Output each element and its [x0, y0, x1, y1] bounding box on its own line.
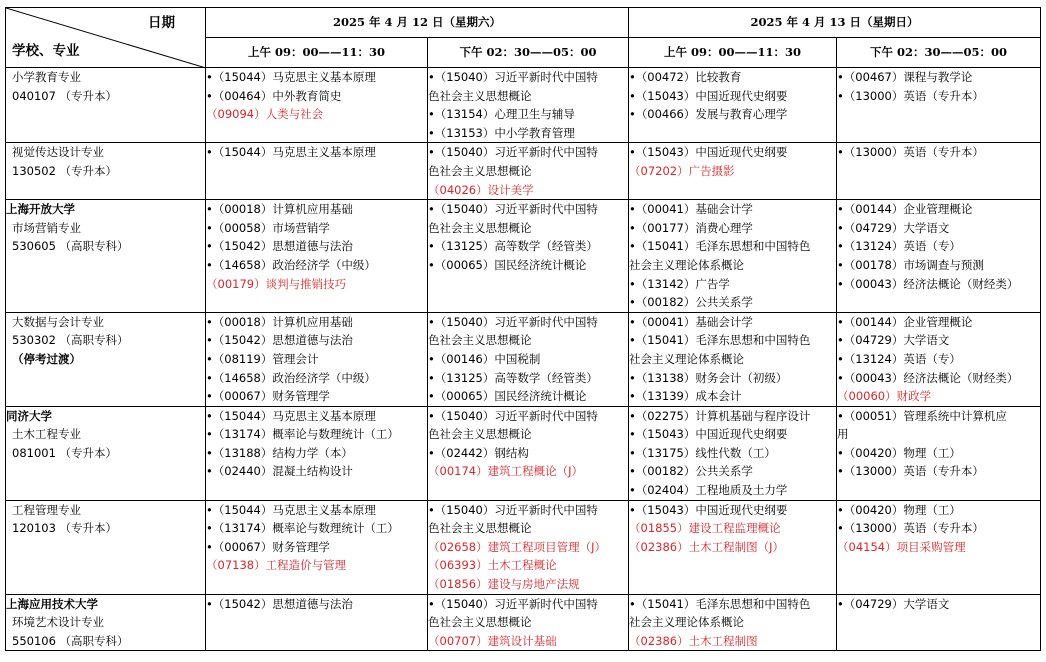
- school-major-cell: [6, 500, 206, 594]
- exam-session-cell: [837, 500, 1041, 594]
- course-entry: •（02275）计算机基础与程序设计: [629, 408, 811, 423]
- course-entry: •（02404）工程地质及土力学: [629, 483, 788, 498]
- exam-session-cell: [206, 594, 428, 651]
- course-entry: •（13125）高等数学（经管类）: [428, 370, 598, 385]
- table-row: [6, 500, 1041, 594]
- schedule-body: [6, 68, 1041, 651]
- date-header-day2: 2025 年 4 月 13 日（星期日）: [629, 8, 1041, 38]
- exam-session-cell: [206, 312, 428, 406]
- course-entry: 用: [837, 427, 849, 442]
- course-entry: •（15042）思想道德与法治: [206, 333, 353, 348]
- table-row: [6, 143, 1041, 200]
- course-entry: •（15040）习近平新时代中国特: [428, 596, 598, 611]
- course-entry: •（00041）基础会计学: [629, 202, 753, 217]
- course-entry: •（15040）习近平新时代中国特: [428, 70, 598, 84]
- course-entry: 社会主义理论体系概论: [629, 351, 744, 366]
- course-entry: •（00177）消费心理学: [629, 220, 753, 235]
- course-entry: •（14658）政治经济学（中级）: [206, 370, 376, 385]
- course-entry: •（00178）市场调查与预测: [837, 257, 984, 272]
- exam-session-cell: [428, 406, 629, 500]
- course-entry: 色社会主义思想概论: [428, 220, 532, 235]
- course-entry: •（00018）计算机应用基础: [206, 314, 353, 329]
- session-header: 下午 02：30——05：00: [428, 38, 629, 68]
- exam-session-cell: [206, 500, 428, 594]
- course-entry: •（00144）企业管理概论: [837, 202, 973, 217]
- course-entry: •（00466）发展与教育心理学: [629, 107, 788, 122]
- session-header: 上午 09：00——11：30: [206, 38, 428, 68]
- course-entry: •（00043）经济法概论（财经类）: [837, 276, 1019, 291]
- school-name: 上海应用技术大学: [6, 596, 98, 611]
- course-entry-highlighted: （09094）人类与社会: [206, 107, 324, 122]
- exam-session-cell: [837, 200, 1041, 313]
- exam-session-cell: [837, 143, 1041, 200]
- course-entry: •（13142）广告学: [629, 276, 730, 291]
- table-row: [6, 200, 1041, 313]
- exam-session-cell: [837, 594, 1041, 651]
- course-entry: •（13138）财务会计（初级）: [629, 370, 788, 385]
- course-entry: •（14658）政治经济学（中级）: [206, 257, 376, 272]
- date-column-label: 日期: [148, 15, 175, 31]
- course-entry-highlighted: （06393）土木工程概论: [428, 558, 557, 573]
- exam-session-cell: [629, 312, 837, 406]
- course-entry: •（15041）毛泽东思想和中国特色: [629, 596, 811, 611]
- course-entry: 色社会主义思想概论: [428, 163, 532, 178]
- major-name: 视觉传达设计专业: [12, 145, 104, 160]
- course-entry: •（00472）比较教育: [629, 70, 742, 84]
- course-entry-highlighted: （00179）谈判与推销技巧: [206, 276, 347, 291]
- course-entry: •（00065）国民经济统计概论: [428, 257, 587, 272]
- exam-session-cell: [629, 500, 837, 594]
- course-entry: •（00067）财务管理学: [206, 389, 330, 404]
- exam-session-cell: [428, 500, 629, 594]
- course-entry-highlighted: （01856）建设与房地产法规: [428, 577, 580, 592]
- exam-session-cell: [206, 143, 428, 200]
- table-row: [6, 406, 1041, 500]
- course-entry: •（15042）思想道德与法治: [206, 239, 353, 254]
- course-entry: •（15043）中国近现代史纲要: [629, 88, 788, 103]
- course-entry: •（00467）课程与教学论: [837, 70, 973, 84]
- school-major-cell: [6, 406, 206, 500]
- session-header: 下午 02：30——05：00: [837, 38, 1041, 68]
- course-entry: •（13124）英语（专）: [837, 351, 961, 366]
- course-entry: •（13154）心理卫生与辅导: [428, 107, 575, 122]
- exam-session-cell: [837, 312, 1041, 406]
- course-entry: •（15044）马克思主义基本原理: [206, 408, 376, 423]
- course-entry: •（13139）成本会计: [629, 389, 742, 404]
- course-entry-highlighted: （07202）广告摄影: [629, 163, 735, 178]
- course-entry: •（00464）中外教育简史: [206, 88, 342, 103]
- course-entry: •（13124）英语（专）: [837, 239, 961, 254]
- major-code: 550106 （高职专科）: [12, 633, 129, 648]
- major-name: 市场营销专业: [12, 220, 81, 235]
- course-entry: •（00144）企业管理概论: [837, 314, 973, 329]
- major-name: 小学教育专业: [12, 70, 81, 84]
- exam-session-cell: [629, 594, 837, 651]
- major-code: 130502 （专升本）: [12, 163, 118, 178]
- course-entry-highlighted: （00707）建筑设计基础: [428, 633, 557, 648]
- major-name: 工程管理专业: [12, 502, 81, 517]
- course-entry: •（00058）市场营销学: [206, 220, 330, 235]
- course-entry-highlighted: （07138）工程造价与管理: [206, 558, 347, 573]
- course-entry: •（04729）大学语文: [837, 220, 950, 235]
- exam-session-cell: [629, 68, 837, 143]
- major-code: 120103 （专升本）: [12, 521, 118, 536]
- table-row: [6, 312, 1041, 406]
- major-name: 土木工程专业: [12, 427, 81, 442]
- major-note: （停考过渡）: [12, 351, 81, 366]
- school-major-cell: [6, 68, 206, 143]
- exam-session-cell: [428, 200, 629, 313]
- course-entry: •（15040）习近平新时代中国特: [428, 145, 598, 160]
- course-entry: •（15044）马克思主义基本原理: [206, 70, 376, 84]
- exam-schedule-table: [5, 7, 1041, 651]
- course-entry: •（15043）中国近现代史纲要: [629, 427, 788, 442]
- course-entry: •（13174）概率论与数理统计（工）: [206, 427, 399, 442]
- course-entry-highlighted: （01855）建设工程监理概论: [629, 521, 781, 536]
- table-row: [6, 594, 1041, 651]
- course-entry: •（13000）英语（专升本）: [837, 88, 984, 103]
- major-code: 081001 （专升本）: [12, 445, 118, 460]
- exam-session-cell: [629, 406, 837, 500]
- course-entry: 色社会主义思想概论: [428, 615, 532, 630]
- course-entry-highlighted: （00060）财政学: [837, 389, 932, 404]
- course-entry: •（15043）中国近现代史纲要: [629, 502, 788, 517]
- course-entry: •（15043）中国近现代史纲要: [629, 145, 788, 160]
- course-entry: 色社会主义思想概论: [428, 333, 532, 348]
- major-code: 530302 （高职专科）: [12, 333, 129, 348]
- course-entry-highlighted: （00174）建筑工程概论（J）: [428, 464, 583, 479]
- course-entry: •（00018）计算机应用基础: [206, 202, 353, 217]
- course-entry: •（13188）结构力学（本）: [206, 445, 353, 460]
- exam-session-cell: [206, 68, 428, 143]
- course-entry-highlighted: （02658）建筑工程项目管理（J）: [428, 539, 606, 554]
- course-entry: •（00420）物理（工）: [837, 502, 961, 517]
- course-entry-highlighted: （04154）项目采购管理: [837, 539, 966, 554]
- course-entry: •（04729）大学语文: [837, 596, 950, 611]
- course-entry: •（15041）毛泽东思想和中国特色: [629, 333, 811, 348]
- exam-session-cell: [837, 406, 1041, 500]
- course-entry: •（15044）马克思主义基本原理: [206, 145, 376, 160]
- school-name: 上海开放大学: [6, 202, 75, 217]
- school-major-cell: [6, 312, 206, 406]
- course-entry: •（13175）线性代数（工）: [629, 445, 776, 460]
- course-entry: •（15041）毛泽东思想和中国特色: [629, 239, 811, 254]
- course-entry: •（15040）习近平新时代中国特: [428, 408, 598, 423]
- major-name: 大数据与会计专业: [12, 314, 104, 329]
- course-entry: •（13174）概率论与数理统计（工）: [206, 521, 399, 536]
- school-major-cell: [6, 143, 206, 200]
- course-entry: 社会主义理论体系概论: [629, 615, 744, 630]
- course-entry: •（08119）管理会计: [206, 351, 319, 366]
- major-name: 环境艺术设计专业: [12, 615, 104, 630]
- course-entry: •（02440）混凝土结构设计: [206, 464, 353, 479]
- session-header: 上午 09：00——11：30: [629, 38, 837, 68]
- school-major-label: 学校、专业: [12, 43, 80, 60]
- exam-session-cell: [428, 312, 629, 406]
- course-entry: 色社会主义思想概论: [428, 427, 532, 442]
- major-code: 530605 （高职专科）: [12, 239, 129, 254]
- school-major-cell: [6, 200, 206, 313]
- course-entry: •（13153）中小学教育管理: [428, 125, 575, 140]
- course-entry: 色社会主义思想概论: [428, 521, 532, 536]
- course-entry: •（00182）公共关系学: [629, 464, 753, 479]
- exam-session-cell: [206, 200, 428, 313]
- school-major-cell: [6, 594, 206, 651]
- exam-session-cell: [206, 406, 428, 500]
- course-entry: •（04729）大学语文: [837, 333, 950, 348]
- exam-session-cell: [428, 143, 629, 200]
- course-entry-highlighted: （04026）设计美学: [428, 182, 534, 197]
- course-entry: •（15040）习近平新时代中国特: [428, 314, 598, 329]
- course-entry: •（00182）公共关系学: [629, 295, 753, 310]
- course-entry: •（02442）钢结构: [428, 445, 529, 460]
- course-entry: 色社会主义思想概论: [428, 88, 532, 103]
- course-entry: •（00065）国民经济统计概论: [428, 389, 587, 404]
- course-entry: •（15042）思想道德与法治: [206, 596, 353, 611]
- table-corner-header: [6, 8, 206, 68]
- course-entry: •（13000）英语（专升本）: [837, 521, 984, 536]
- table-row: [6, 68, 1041, 143]
- course-entry-highlighted: （02386）土木工程制图（J）: [629, 539, 784, 554]
- exam-session-cell: [428, 68, 629, 143]
- course-entry: •（13000）英语（专升本）: [837, 464, 984, 479]
- course-entry: •（00067）财务管理学: [206, 539, 330, 554]
- course-entry: •（15040）习近平新时代中国特: [428, 502, 598, 517]
- exam-session-cell: [837, 68, 1041, 143]
- course-entry: 社会主义理论体系概论: [629, 257, 744, 272]
- exam-session-cell: [629, 200, 837, 313]
- course-entry: •（13125）高等数学（经管类）: [428, 239, 598, 254]
- course-entry: •（00420）物理（工）: [837, 445, 961, 460]
- course-entry: •（00051）管理系统中计算机应: [837, 408, 1007, 423]
- course-entry: •（00043）经济法概论（财经类）: [837, 370, 1019, 385]
- school-name: 同济大学: [6, 408, 52, 423]
- course-entry: •（15044）马克思主义基本原理: [206, 502, 376, 517]
- course-entry: •（00146）中国税制: [428, 351, 541, 366]
- course-entry-highlighted: （02386）土木工程制图: [629, 633, 758, 648]
- course-entry: •（00041）基础会计学: [629, 314, 753, 329]
- date-header-day1: 2025 年 4 月 12 日（星期六）: [206, 8, 629, 38]
- exam-session-cell: [629, 143, 837, 200]
- major-code: 040107 （专升本）: [12, 88, 118, 103]
- course-entry: •（13000）英语（专升本）: [837, 145, 984, 160]
- exam-session-cell: [428, 594, 629, 651]
- course-entry: •（15040）习近平新时代中国特: [428, 202, 598, 217]
